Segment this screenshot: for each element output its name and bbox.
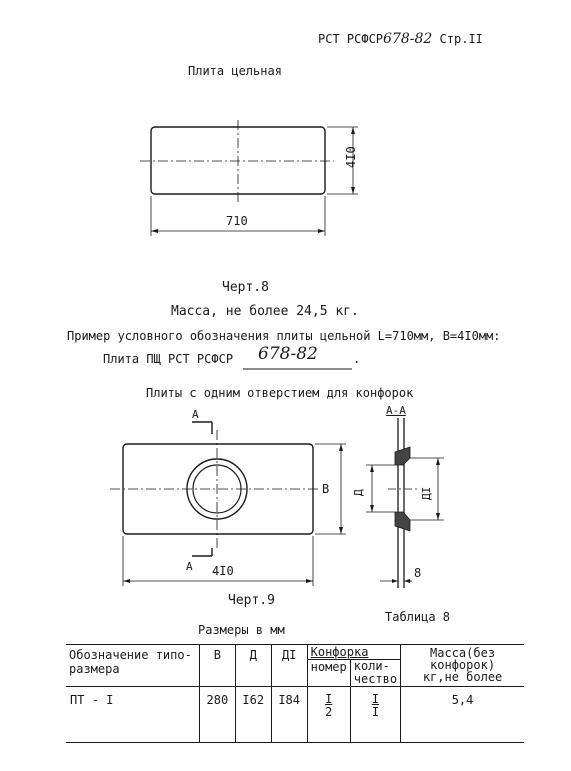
hole-plate-title: Плиты с одним отверстием для конфорок [146,386,414,400]
row-qty: I I [350,687,400,743]
header-burner-number: номер [307,660,350,687]
header-burner-qty: коли- чество [350,660,400,687]
section-mark-top: А [192,408,199,421]
section-thickness-dim: 8 [414,566,422,580]
table-units: Размеры в мм [198,623,285,637]
example-text: Пример условного обозначения плиты цельной L=710мм, В=4I0мм: [67,329,501,343]
row-number: I 2 [307,687,350,743]
row-d1: I84 [271,687,307,743]
header-designation: Обозначение типо- размера [66,645,199,687]
solid-plate-height-dim: 4I0 [344,146,358,168]
mass-text: Масса, не более 24,5 кг. [171,304,359,319]
hole-plate-drawing [110,422,346,586]
header-d1: ДI [271,645,307,687]
solid-plate-width-dim: 710 [226,214,248,228]
header-mass: Масса(без конфорок) кг,не более [401,645,524,687]
hole-plate-width-dim: 4I0 [212,564,234,578]
section-d-dim: Д [352,489,365,496]
solid-plate-title: Плита цельная [188,64,282,78]
standard-code: РСТ РСФСР678-82 Стр.II [318,31,483,47]
hole-plate-b-dim: В [322,482,330,496]
designation-period: . [353,352,361,366]
solid-plate-drawing [140,120,358,236]
header-b: В [199,645,235,687]
row-d: I62 [235,687,271,743]
section-view-a-a [366,418,444,588]
row-b: 280 [199,687,235,743]
section-d1-dim: ДI [420,486,433,500]
section-mark-bottom: А [186,560,193,573]
drawing-9-caption: Черт.9 [228,593,275,608]
row-designation: ПТ - I [70,693,114,707]
designation-prefix: Плита ПЩ РСТ РСФСР [103,352,234,366]
row-mass: 5,4 [401,687,524,743]
header-d: Д [235,645,271,687]
table-label: Таблица 8 [385,610,451,624]
header-burner: Конфорка [307,645,400,660]
designation-number: 678-82 [258,344,318,364]
section-view-label: А-А [386,404,406,417]
dimensions-table [66,644,524,745]
table-row [66,687,524,743]
drawing-8-caption: Черт.8 [222,280,269,295]
